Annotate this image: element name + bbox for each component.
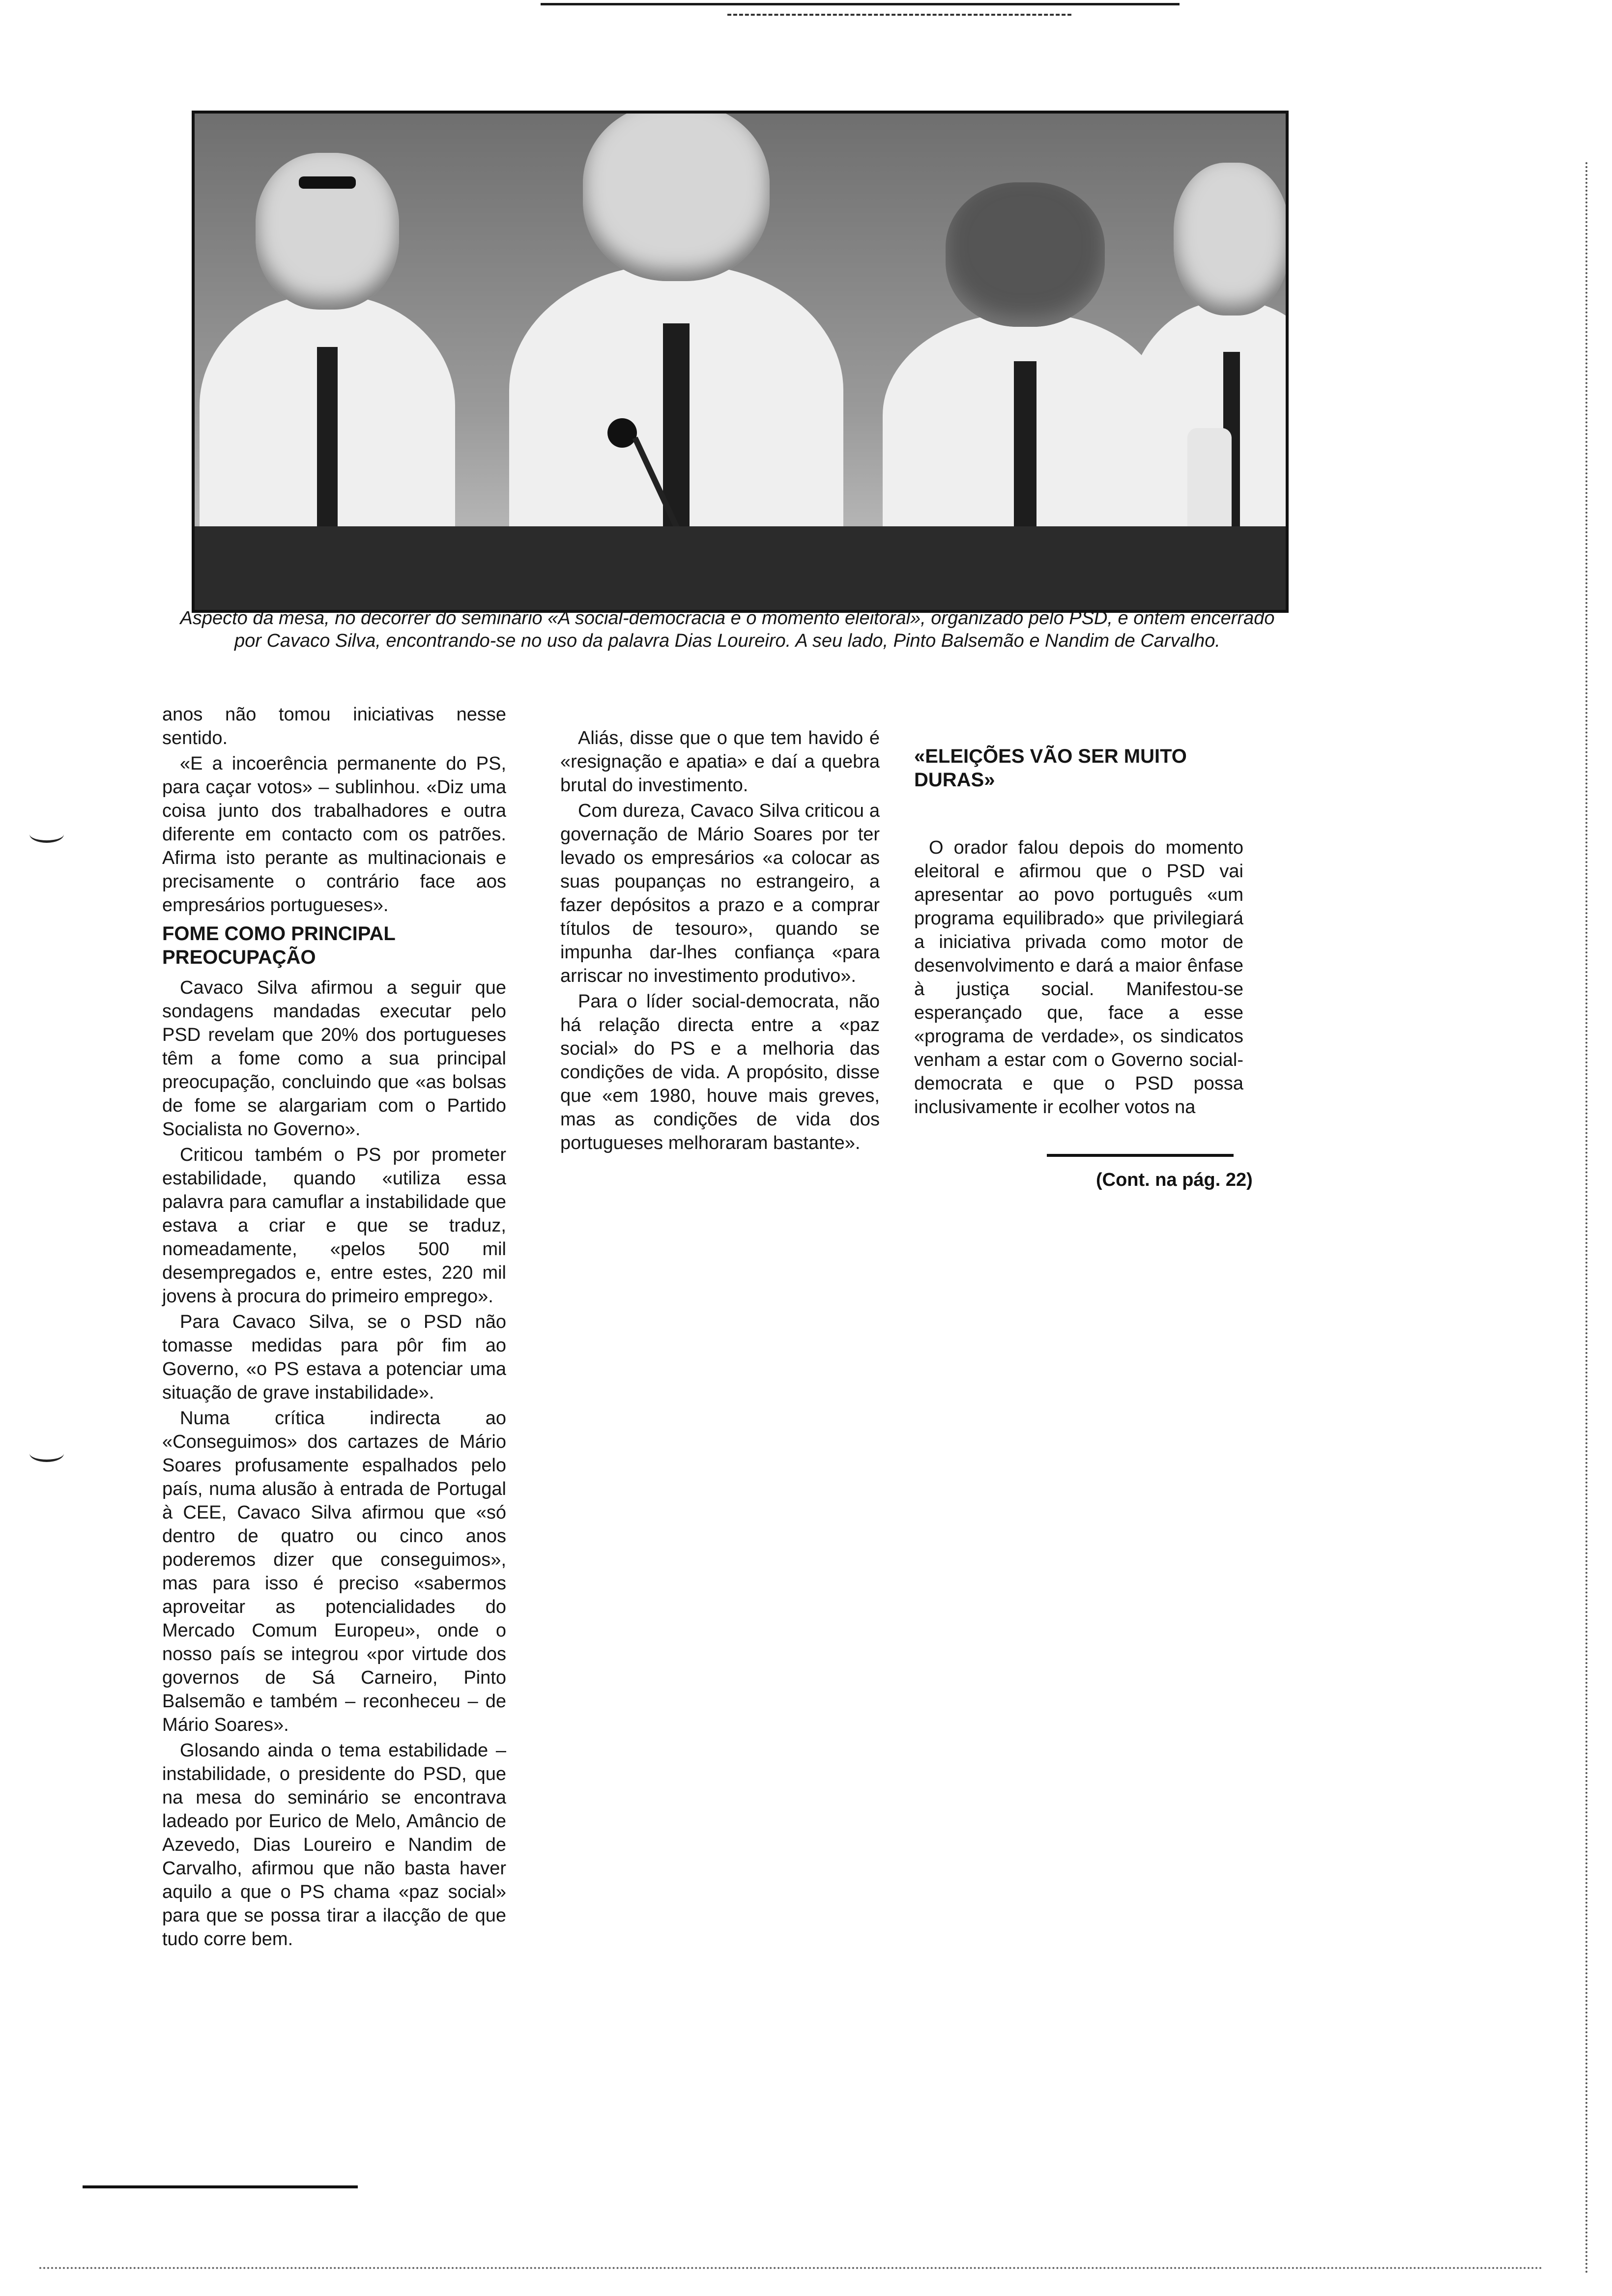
paragraph: Numa crítica indirecta ao «Conseguimos» dos cartazes de Mário Soares profusamente espalhados pelo país, numa alusão à entrada de Portugal à CEE, Cavaco Silva afirmou que «só dentro de quatro ou cinco anos poderemos dizer que conseguimos», mas para isso é preciso «sabermos aproveitar as potencialidades do Mercado Comum Europeu», onde o nosso país se integrou «por virtude dos governos de Sá Carneiro, Pinto Balsemão e também – reconheceu – de Mário Soares».: [162, 1408, 506, 1735]
article-column-3: [914, 740, 1243, 1121]
scan-bottom-edge: [39, 2267, 1543, 2269]
photo-person-center: [509, 111, 843, 526]
article-end-rule: [83, 2185, 358, 2188]
section-heading: FOME COMO PRINCIPAL PREOCUPAÇÃO: [162, 923, 396, 968]
press-photo: [192, 111, 1289, 613]
continuation-rule: [1047, 1154, 1234, 1157]
photo-person-left: [200, 153, 455, 526]
paragraph: Cavaco Silva afirmou a seguir que sondagens mandadas executar pelo PSD revelam que 20% dos portugueses têm a fome como a sua principal preocupação, concluindo que «as bolsas de fome se alargariam com o Partido Socialista no Governo».: [162, 977, 506, 1140]
photo-person-right: [883, 182, 1168, 526]
scan-right-edge: [1585, 162, 1587, 2275]
punch-hole-mark: [29, 1445, 64, 1462]
microphone: [607, 418, 637, 448]
photo-table: [195, 526, 1286, 610]
paragraph: Com dureza, Cavaco Silva criticou a governação de Mário Soares por ter levado os empresários «a colocar as suas poupanças no estrangeiro, a fazer depósitos a prazo e a comprar títulos de tesouro», quando se impunha dar-lhes confiança «para arriscar no investimento produtivo».: [560, 801, 880, 986]
section-heading: «ELEIÇÕES VÃO SER MUITO DURAS»: [914, 746, 1187, 791]
paragraph: anos não tomou iniciativas nesse sentido.: [162, 704, 506, 748]
paragraph: «E a incoerência permanente do PS, para caçar votos» – sublinhou. «Diz uma coisa junto dos trabalhadores e outra diferente em contacto com os patrões. Afirma isto perante as multinacionais e precisamente o contrário face aos empresários portugueses».: [162, 753, 506, 916]
paragraph: Para o líder social-democrata, não há relação directa entre a «paz social» do PS e a melhoria das condições de vida. A propósito, disse que «em 1980, houve mais greves, mas as condições de vida dos portugueses melhoraram bastante».: [560, 991, 880, 1153]
article-column-1: [162, 703, 506, 1953]
photo-caption: Aspecto da mesa, no decorrer do seminário «A social-democracia e o momento eleitoral», organizado pelo PSD, e ontem encerrado por Cavaco Silva, encontrando-se no uso da palavra Dias Loureiro. A seu lado, Pinto Balsemão e Nandim de Carvalho.: [180, 608, 1275, 651]
paragraph: O orador falou depois do momento eleitoral e afirmou que o PSD vai apresentar ao povo português «um programa equilibrado» que privilegiará a iniciativa privada como motor de desenvolvimento e dará a maior ênfase à justiça social. Manifestou-se esperançado que, face a esse «programa de verdade», os sindicatos venham a estar com o Governo social-democrata e que o PSD possa inclusivamente ir ecolher votos na: [914, 837, 1243, 1118]
punch-hole-mark: [29, 826, 64, 843]
scan-top-rule: [541, 3, 1180, 5]
paragraph: Para Cavaco Silva, se o PSD não tomasse medidas para pôr fim ao Governo, «o PS estava a potenciar uma situação de grave instabilidade».: [162, 1312, 506, 1403]
scan-top-dashes: [727, 14, 1071, 16]
continuation-note: (Cont. na pág. 22): [1096, 1170, 1253, 1190]
paragraph: Glosando ainda o tema estabilidade – instabilidade, o presidente do PSD, que na mesa do seminário se encontrava ladeado por Eurico de Melo, Amâncio de Azevedo, Dias Loureiro e Nandim de Carvalho, afirmou que não basta haver aquilo a que o PS chama «paz social» para que se possa tirar a ilacção de que tudo corre bem.: [162, 1740, 506, 1950]
paragraph: Aliás, disse que o que tem havido é «resignação e apatia» e daí a quebra brutal do investimento.: [560, 728, 880, 796]
article-column-2: [560, 726, 880, 1157]
paragraph: Criticou também o PS por prometer estabilidade, quando «utiliza essa palavra para camuflar a instabilidade que estava a criar e que se traduz, nomeadamente, «pelos 500 mil desempregados e, entre estes, 220 mil jovens à procura do primeiro emprego».: [162, 1145, 506, 1307]
